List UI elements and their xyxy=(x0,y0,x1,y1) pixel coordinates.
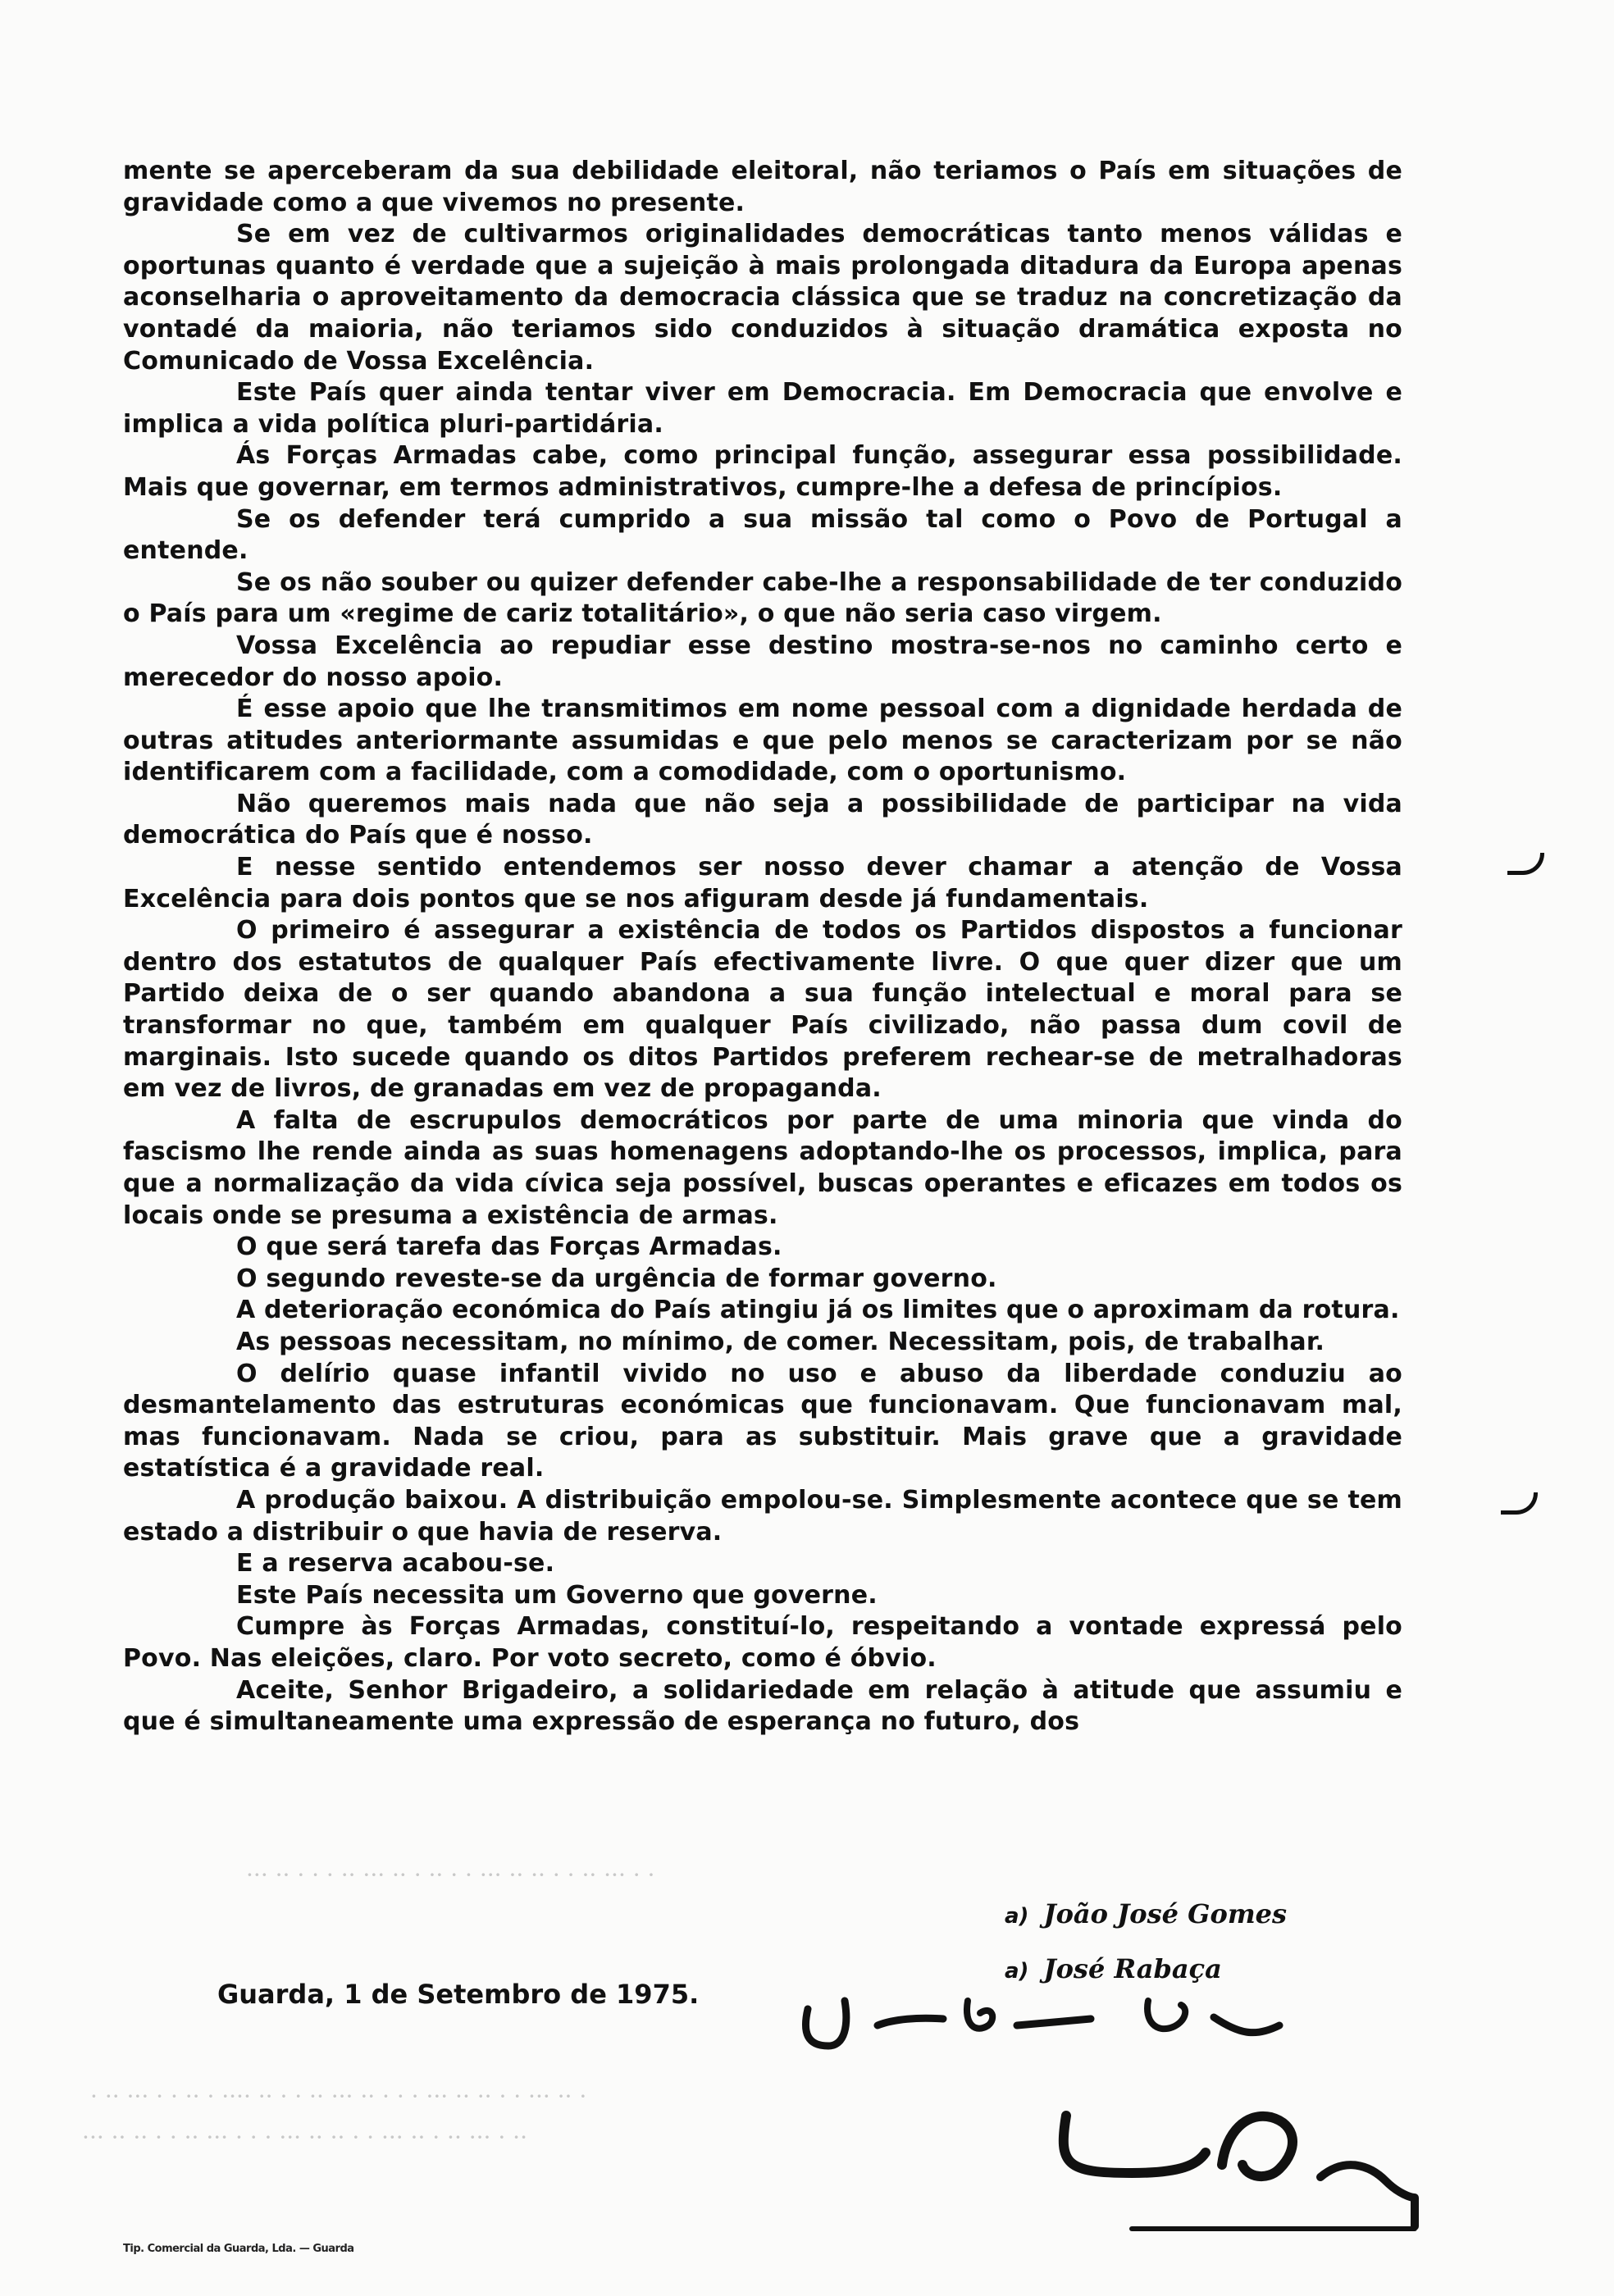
signature-name: José Rabaça xyxy=(1043,1953,1222,1984)
paragraph: As pessoas necessitam, no mínimo, de comer. Necessitam, pois, de trabalhar. xyxy=(236,1327,1325,1356)
paragraph: Se os não souber ou quizer defender cabe-lhe a responsabilidade de ter conduzido o País para um «regime de cariz totalitário», o que não seria caso virgem. xyxy=(123,567,1402,629)
paragraph: Se em vez de cultivarmos originalidades democráticas tanto menos válidas e oportunas quanto é verdade que a sujeição à mais prolongada ditadura da Europa apenas aconselharia o aproveitamento da democracia clássica que se traduz na concretização da vontadé da maioria, não teriamos sido conduzidos à situação dramática exposta no Comunicado de Vossa Excelência. xyxy=(123,220,1402,376)
paragraph: E nesse sentido entendemos ser nosso dever chamar a atenção de Vossa Excelência para dois pontos que se nos afiguram desde já fundamentais. xyxy=(123,853,1402,913)
paragraph: E a reserva acabou-se. xyxy=(236,1549,555,1578)
paragraph: A falta de escrupulos democráticos por parte de uma minoria que vinda do fascismo lhe rende ainda as suas homenagens adoptando-lhe os processos, implica, para que a normalização da vida cívica seja possível, buscas operantes e eficazes em todos os locais onde se presuma a existência de armas. xyxy=(123,1105,1402,1230)
signature-name: João José Gomes xyxy=(1043,1898,1288,1929)
paragraph: Não queremos mais nada que não seja a possibilidade de participar na vida democrática do País que é nosso. xyxy=(123,789,1402,850)
bleed-through-text: ·· · ··· ·· · ·· ··· · · ·· ·· ··· · · · ··· ·· · · ·· ·· ··· xyxy=(82,2124,527,2151)
printer-mark: Tip. Comercial da Guarda, Lda. — Guarda xyxy=(123,2243,354,2255)
paragraph: Aceite, Senhor Brigadeiro, a solidariedade em relação à atitude que assumiu e que é simultaneamente uma expressão de esperança no futuro, dos xyxy=(123,1675,1402,1737)
paragraph: A produção baixou. A distribuição empolou-se. Simplesmente acontece que se tem estado a distribuir o que havia de reserva. xyxy=(123,1485,1402,1547)
paragraph: mente se aperceberam da sua debilidade eleitoral, não teriamos o País em situações de gravidade como a que vivemos no presente. xyxy=(123,157,1402,217)
place-date: Guarda, 1 de Setembro de 1975. xyxy=(217,1979,700,2010)
paragraph: O segundo reveste-se da urgência de formar governo. xyxy=(236,1264,997,1293)
signature-prefix: a) xyxy=(1005,1904,1029,1929)
signature-prefix: a) xyxy=(1005,1959,1029,1984)
paragraph: A deterioração económica do País atingiu já os limites que o aproximam da rotura. xyxy=(236,1296,1400,1325)
paragraph: O primeiro é assegurar a existência de todos os Partidos dispostos a funcionar dentro dos estatutos de qualquer País efectivamente livre. O que quer dizer que um Partido deixa de o ser quando abandona a sua função intelectual e moral para se transformar no que, também em qualquer País civilizado, não passa dum covil de marginais. Isto sucede quando os ditos Partidos preferem rechear-se de metralhadoras em vez de livros, de granadas em vez de propaganda. xyxy=(123,916,1402,1104)
paragraph: Ás Forças Armadas cabe, como principal função, assegurar essa possibilidade. Mais que governar, em termos administrativos, cumpre-lhe a defesa de princípios. xyxy=(123,441,1402,502)
paragraph: O delírio quase infantil vivido no uso e abuso da liberdade conduziu ao desmantelamento das estruturas económicas que funcionavam. Que funcionavam mal, mas funcionavam. Nada se criou, para as substituir. Mais grave que a gravidade estatística é a gravidade real. xyxy=(123,1359,1402,1483)
paragraph: Este País quer ainda tentar viver em Democracia. Em Democracia que envolve e implica a vida política pluri-partidária. xyxy=(123,378,1402,439)
paragraph: É esse apoio que lhe transmitimos em nome pessoal com a dignidade herdada de outras atitudes anteriormante assumidas e que pelo menos se caracterizam por se não identificarem com a facilidade, com a comodidade, com o oportunismo. xyxy=(123,695,1402,787)
paragraph: O que será tarefa das Forças Armadas. xyxy=(236,1232,782,1262)
paragraph: Este País necessita um Governo que governe. xyxy=(236,1580,878,1610)
bleed-through-text: · · ··· ·· · · ·· ·· ··· · · ·· · ·· ··· ·· · · · ·· ··· xyxy=(246,1861,655,1888)
bleed-through-text: · ·· ··· · · ·· ·· ··· · · · ·· ··· ·· · · ·· ···· · ·· · · ··· ·· · xyxy=(90,2083,587,2110)
paragraph: Se os defender terá cumprido a sua missão tal como o Povo de Portugal a entende. xyxy=(123,504,1402,566)
paragraph: Cumpre às Forças Armadas, constituí-lo, respeitando a vontade expressá pelo Povo. Nas eleições, claro. Por voto secreto, como é óbvio. xyxy=(123,1612,1402,1673)
paragraph: Vossa Excelência ao repudiar esse destino mostra-se-nos no caminho certo e merecedor do nosso apoio. xyxy=(123,631,1402,692)
